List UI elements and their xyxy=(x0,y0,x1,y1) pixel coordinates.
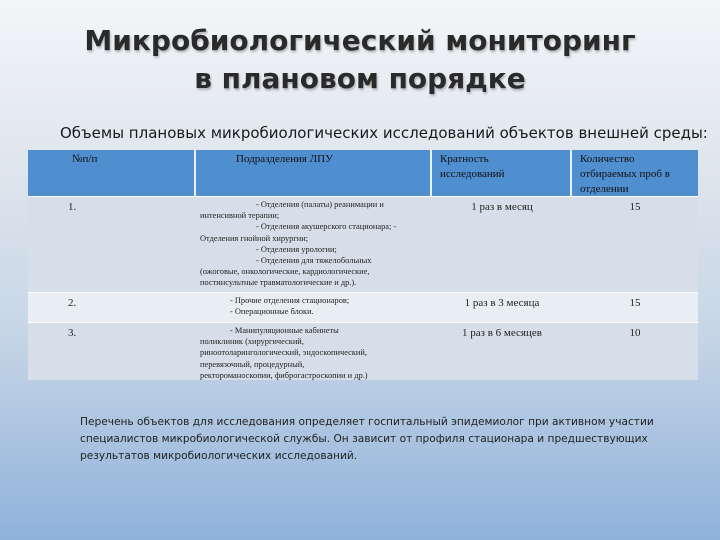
row-qty: 15 xyxy=(572,292,698,322)
table-row xyxy=(28,292,698,322)
row-dept: - Отделения (палаты) реанимации и интенсивной терапии; - Отделения акушерского стационара; - Отделения гнойной хирургии; - Отделения урологии; - Отделения для тяжелобольных (ожоговые, онкологические, кардиологические, постинсультные травматологические и др.). xyxy=(196,196,432,292)
row-freq: 1 раз в 6 месяцев xyxy=(432,322,572,380)
table-row xyxy=(28,322,698,380)
table-row xyxy=(28,196,698,292)
slide-title xyxy=(0,22,720,98)
row-freq: 1 раз в месяц xyxy=(432,196,572,292)
table-header-row xyxy=(28,150,698,196)
row-num: 3. xyxy=(28,322,196,380)
row-freq: 1 раз в 3 месяца xyxy=(432,292,572,322)
row-dept: - Прочие отделения стационаров; - Операционные блоки. xyxy=(196,292,432,322)
footnote-paragraph: Перечень объектов для исследования определяет госпитальный эпидемиолог при активном участии специалистов микробиологической службы. Он зависит от профиля стационара и предшествующих результатов микробиологических исследований. xyxy=(80,416,654,462)
header-dept: Подразделения ЛПУ xyxy=(196,150,432,196)
title-line-1: Микробиологический мониторинг xyxy=(84,24,636,57)
row-dept: - Манипуляционные кабинеты поликлиник (хирургический, риноотоларингологический, эндоскопический, перевязочный, процедурный, ректороманоскопии, фиброгастроскопии и др.) xyxy=(196,322,432,380)
row-qty: 10 xyxy=(572,322,698,380)
row-num: 1. xyxy=(28,196,196,292)
row-qty: 15 xyxy=(572,196,698,292)
header-qty: Количество отбираемых проб в отделении xyxy=(572,150,698,196)
header-freq: Кратность исследований xyxy=(432,150,572,196)
title-line-2: в плановом порядке xyxy=(194,62,526,95)
row-num: 2. xyxy=(28,292,196,322)
header-num: №п/п xyxy=(28,150,196,196)
table-caption: Объемы плановых микробиологических исследований объектов внешней среды: xyxy=(60,124,708,142)
